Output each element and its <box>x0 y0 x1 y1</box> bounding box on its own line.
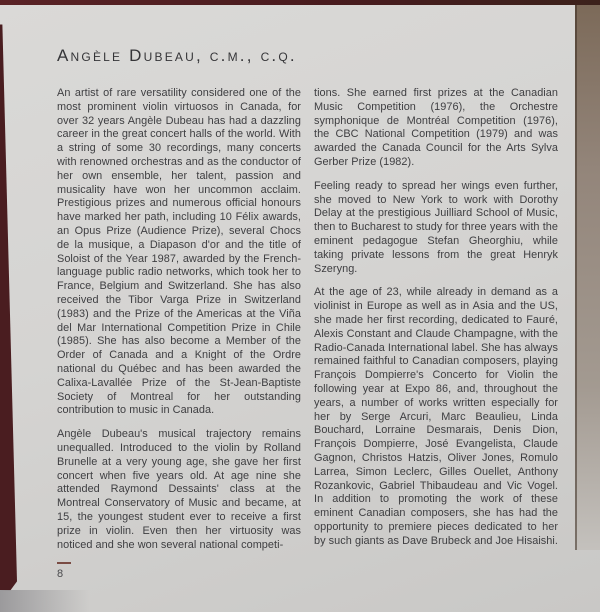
paragraph: tions. She earned first prizes at the Canadian Music Competition (1976), the Orchestre symphonique de Montréal Competition (1976), the CBC National Competition (1979) and was awarded the Canada Council for the Arts Sylva Gerber Prize (1982). <box>314 87 558 168</box>
page-footer <box>57 562 301 580</box>
paragraph: At the age of 23, while already in demand as a violinist in Europe as well as in Asia and the US, she made her first recording, dedicated to Fauré, Alexis Constant and Claude Champagne, with the Radio-Canada International label. She has always remained faithful to Canadian composers, playing François Dompierre's Concerto for Violin the following year at Expo 86, and, throughout the years, a number of works written especially for her by Serge Arcuri, Marc Beaulieu, Linda Bouchard, Lorraine Desmarais, Denis Dion, François Dompierre, José Evangelista, Claude Gagnon, Christos Hatzis, Oliver Jones, Romulo Larrea, Simon Leclerc, Gilles Ouellet, Anthony Rozankovic, Gabriel Thibaudeau and Vic Vogel. In addition to promoting the work of these eminent Canadian composers, she has had the opportunity to premiere pieces dedicated to her by such giants as Dave Brubeck and Joe Hisaishi. <box>314 286 558 547</box>
paragraph: An artist of rare versatility considered one of the most prominent violin virtuosos in Canada, for over 32 years Angèle Dubeau has had a dazzling career in the great concert halls of the world. With a string of some 30 recordings, many concerts with renowned orchestras and as the conductor of her own ensemble, her talent, passion and musicality have won her uncommon acclaim. Prestigious prizes and numerous official honours have marked her path, including 10 Félix awards, an Opus Prize (Audience Prize), several Chocs de la musique, a Diapason d'or and the title of Soloist of the Year 1987, awarded by the French-language public radio networks, which took her to France, Belgium and Switzerland. She has also received the Tibor Varga Prize in Switzerland (1983) and the Prize of the Americas at the Viña del Mar International Competition Prize in Chile (1985). She has also become a Member of the Order of Canada and a Knight of the Ordre national du Québec and has been awarded the Calixa-Lavallée Prize of the St-Jean-Baptiste Society of Montreal for her outstanding contribution to music in Canada. <box>57 87 301 417</box>
cover-edge-top <box>0 0 600 5</box>
left-column <box>57 87 301 580</box>
footer-rule <box>57 562 71 564</box>
two-column-layout <box>57 87 558 580</box>
right-column <box>314 87 558 580</box>
page-content <box>57 46 558 580</box>
page-title: Angèle Dubeau, c.m., c.q. <box>57 46 297 65</box>
shadow-bottom-left <box>0 590 90 612</box>
paragraph: Angèle Dubeau's musical trajectory remains unequalled. Introduced to the violin by Rolland Brunelle at a very young age, she gave her first concert when five years old. At age nine she attended Raymond Dessaints' class at the Montreal Conservatory of Music and became, at 15, the youngest student ever to receive a first prize in violin. Even then her virtuosity was noticed and she won several national competi- <box>57 428 301 551</box>
page-number: 8 <box>57 568 64 581</box>
page-edge-right <box>575 5 600 550</box>
paragraph: Feeling ready to spread her wings even further, she moved to New York to work with Dorothy Delay at the prestigious Juilliard School of Music, then to Bucharest to study for three years with the eminent pedagogue Stefan Gheorghiu, while taking private lessons from the great Henryk Szeryng. <box>314 179 558 275</box>
